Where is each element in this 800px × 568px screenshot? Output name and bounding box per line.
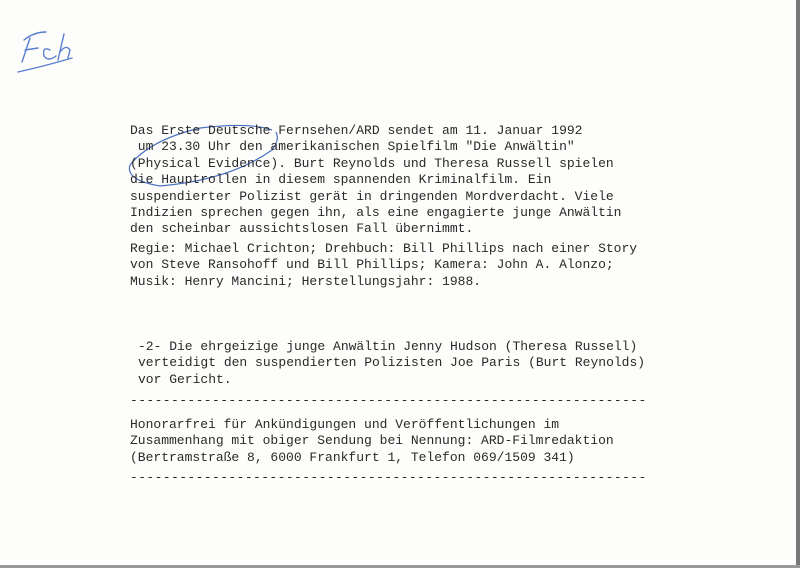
text-line: Das Erste Deutsche Fernsehen/ARD sendet am 11. Januar 1992 [130,123,583,138]
text-line: um 23.30 Uhr den amerikanischen Spielfilm "Die Anwältin" [130,139,575,155]
handwritten-note-fch [18,32,72,72]
text-line: -2- Die ehrgeizige junge Anwältin Jenny Hudson (Theresa Russell) [138,339,638,354]
text-line: verteidigt den suspendierten Polizisten Joe Paris (Burt Reynolds) [138,355,646,371]
text-line: den scheinbar aussichtslosen Fall übernimmt. [130,221,474,237]
text-line: von Steve Ransohoff und Bill Phillips; Kamera: John A. Alonzo; [130,257,614,273]
separator-line: --------------------------------------------------------------- [130,393,647,408]
text-line: Zusammenhang mit obiger Sendung bei Nennung: ARD-Filmredaktion [130,433,614,449]
text-line: Indizien sprechen gegen ihn, als eine engagierte junge Anwältin [130,204,622,220]
copyright-notice [130,417,730,466]
photo-caption [138,339,738,388]
text-line: die Hauptrollen in diesem spannenden Kriminalfilm. Ein [130,172,552,188]
text-line: (Physical Evidence). Burt Reynolds und Theresa Russell spielen [130,155,614,171]
text-line: vor Gericht. [138,371,232,387]
text-line: Musik: Henry Mancini; Herstellungsjahr: 1988. [130,273,482,289]
broadcast-paragraph [130,123,730,238]
text-line: suspendierter Polizist gerät in dringenden Mordverdacht. Viele [130,188,614,204]
text-line: Regie: Michael Crichton; Drehbuch: Bill Phillips nach einer Story [130,241,638,256]
text-line: (Bertramstraße 8, 6000 Frankfurt 1, Telefon 069/1509 341) [130,449,575,465]
credits-paragraph [130,241,730,290]
text-line: Honorarfrei für Ankündigungen und Veröffentlichungen im [130,417,560,432]
separator-line: --------------------------------------------------------------- [130,470,647,485]
